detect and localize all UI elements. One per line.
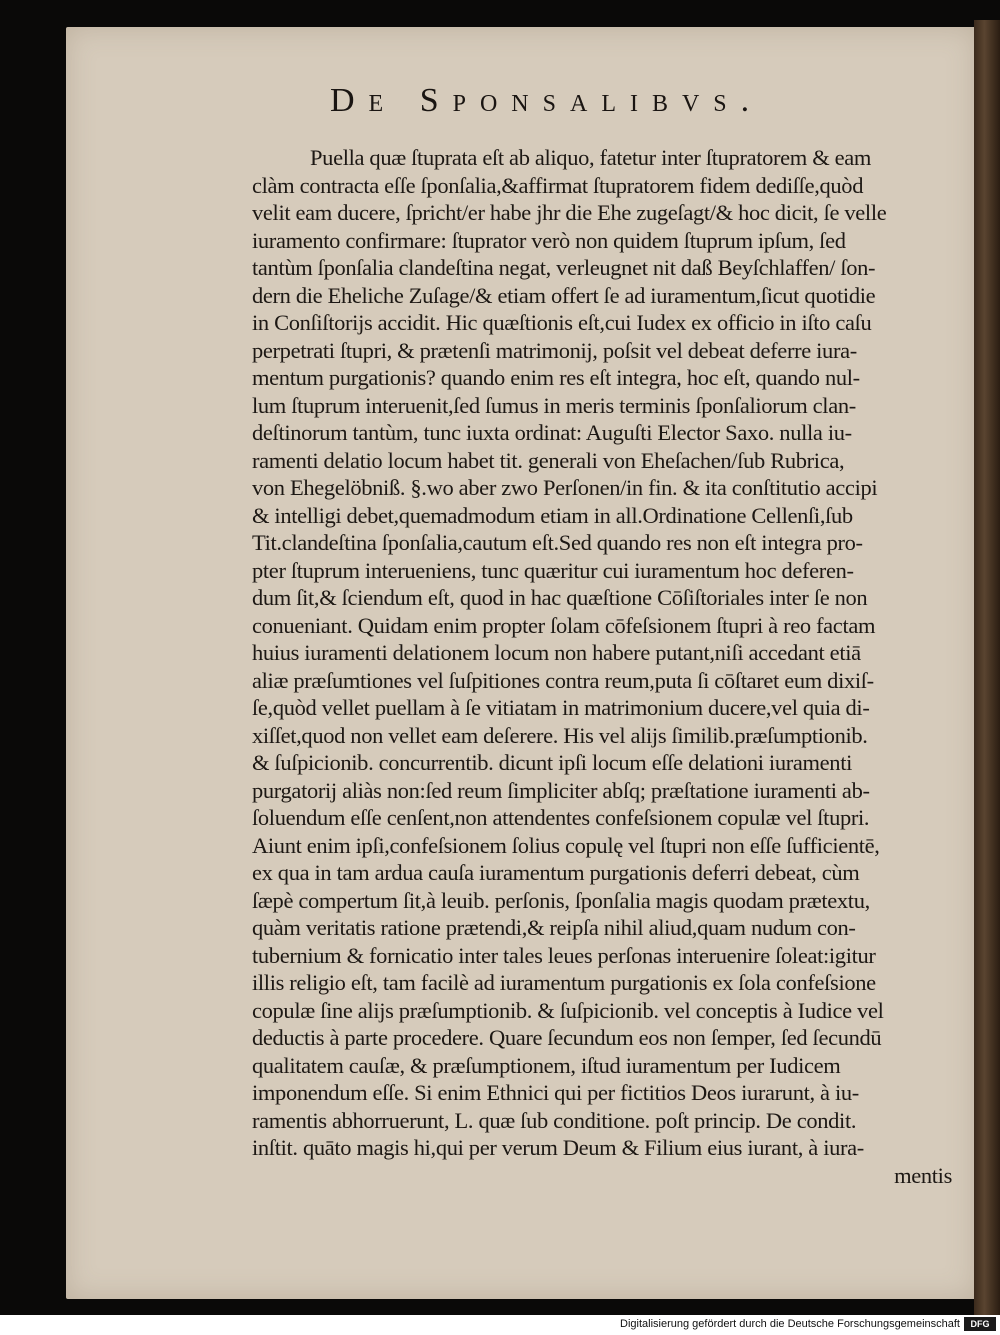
text-line: clàm contracta eſſe ſponſalia,&affirmat ſtupratorem fidem dediſſe,quòd	[252, 172, 864, 198]
text-line: qualitatem cauſæ, & præſumptionem, iſtud iuramentum per Iudicem	[252, 1052, 841, 1078]
text-line: tubernium & fornicatio inter tales leues perſonas interuenire ſoleat:igitur	[252, 942, 876, 968]
text-line: lum ſtuprum interuenit,ſed ſumus in meris terminis ſponſaliorum clan-	[252, 392, 856, 418]
text-line: illis religio eſt, tam facilè ad iuramentum purgationis ex ſola confeſsione	[252, 970, 876, 995]
text-line: mentum purgationis? quando enim res eſt integra, hoc eſt, quando nul-	[252, 365, 860, 390]
text-line: Puella quæ ſtuprata eſt ab aliquo, fatetur inter ſtupratorem & eam	[310, 145, 872, 170]
text-line: tantùm ſponſalia clandeſtina negat, verleugnet nit daß Beyſchlaffen/ ſon-	[252, 255, 876, 280]
book-spine	[974, 20, 1000, 1315]
text-line: & ſuſpicionib. concurrentib. dicunt ipſi locum eſſe delationi iuramenti	[252, 750, 852, 775]
text-line: iuramento confirmare: ſtuprator verò non quidem ſtuprum ipſum, ſed	[252, 227, 846, 253]
digitization-footer	[0, 1315, 1000, 1335]
text-line: dern die Eheliche Zuſage/& etiam offert ſe ad iuramentum,ſicut quotidie	[252, 282, 876, 308]
text-line: deductis à parte procedere. Quare ſecundum eos non ſemper, ſed ſecundū	[252, 1025, 882, 1050]
catchword: mentis	[894, 1162, 952, 1188]
text-line: von Ehegelöbniß. §.wo aber zwo Perſonen/in fin. & ita conſtitutio accipi	[252, 475, 878, 500]
text-line: ſæpè compertum ſit,à leuib. perſonis, ſponſalia magis quodam prætextu,	[252, 887, 870, 913]
text-line: ex qua in tam ardua cauſa iuramentum purgationis deferri debeat, cùm	[252, 860, 860, 885]
text-line: pter ſtuprum interueniens, tunc quæritur cui iuramentum hoc deferen-	[252, 557, 854, 583]
text-line: & intelligi debet,quemadmodum etiam in all.Ordinatione Cellenſi,ſub	[252, 502, 853, 528]
text-line: conueniant. Quidam enim propter ſolam cōfeſsionem ſtupri à reo factam	[252, 612, 876, 638]
text-line: dum ſit,& ſciendum eſt, quod in hac quæſtione Cōſiſtoriales inter ſe non	[252, 585, 868, 610]
text-line: purgatorij aliàs non:ſed reum ſimpliciter abſq; præſtatione iuramenti ab-	[252, 777, 870, 803]
text-line: ſe,quòd vellet puellam à ſe vitiatam in matrimonium ducere,vel quia di-	[252, 695, 870, 720]
text-line: copulæ ſine alijs præſumptionib. & ſuſpicionib. vel conceptis à Iudice vel	[252, 997, 884, 1023]
text-line: in Conſiſtorijs accidit. Hic quæſtionis eſt,cui Iudex ex officio in iſto caſu	[252, 310, 872, 335]
text-line: velit eam ducere, ſpricht/er habe jhr die Ehe zugeſagt/& hoc dicit, ſe velle	[252, 200, 887, 225]
text-line: ramenti delatio locum habet tit. generali von Eheſachen/ſub Rubrica,	[252, 447, 845, 473]
text-line: Tit.clandeſtina ſponſalia,cautum eſt.Sed quando res non eſt integra pro-	[252, 530, 863, 555]
body-text	[252, 144, 952, 1189]
text-line: ſoluendum eſſe cenſent,non attendentes confeſsionem copulæ vel ſtupri.	[252, 805, 870, 830]
text-line: Aiunt enim ipſi,confeſsionem ſolius copulę vel ſtupri non eſſe ſufficientē,	[252, 832, 880, 858]
text-line: xiſſet,quod non vellet eam deſerere. His vel alijs ſimilib.præſumptionib.	[252, 722, 868, 748]
text-line: perpetrati ſtupri, & prætenſi matrimonij, poſsit vel debeat deferre iura-	[252, 337, 857, 363]
dfg-logo: DFG	[964, 1317, 996, 1331]
text-line: huius iuramenti delationem locum non habere putant,niſi accedant etiā	[252, 640, 861, 665]
text-line: quàm veritatis ratione prætendi,& reipſa nihil aliud,quam nudum con-	[252, 915, 856, 940]
text-line: imponendum eſſe. Si enim Ethnici qui per fictitios Deos iurarunt, à iu-	[252, 1080, 859, 1105]
text-line: inſtit. quāto magis hi,qui per verum Deum & Filium eius iurant, à iura-	[252, 1135, 864, 1160]
text-line: aliæ præſumtiones vel ſuſpitiones contra reum,puta ſi cōſtaret eum dixiſ-	[252, 667, 874, 693]
running-header: De Sponsalibvs.	[330, 82, 764, 119]
funding-notice: Digitalisierung gefördert durch die Deutsche Forschungsgemeinschaft	[620, 1318, 960, 1330]
text-line: ramentis abhorruerunt, L. quæ ſub conditione. poſt princip. De condit.	[252, 1107, 857, 1133]
text-line: deſtinorum tantùm, tunc iuxta ordinat: Auguſti Elector Saxo. nulla iu-	[252, 420, 852, 445]
